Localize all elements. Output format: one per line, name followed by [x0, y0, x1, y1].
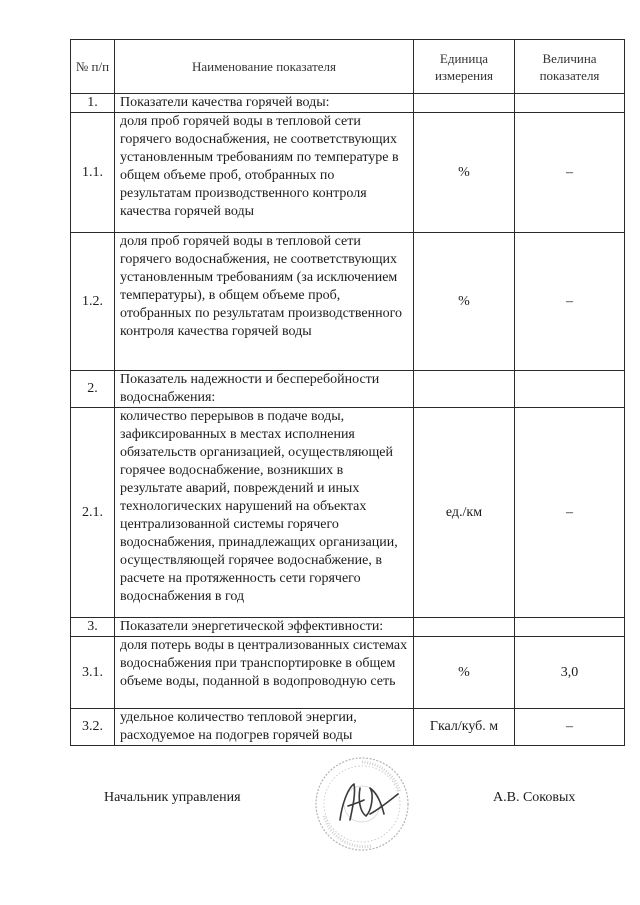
table-row	[71, 233, 625, 371]
table-header-row	[71, 40, 625, 94]
row-value: –	[515, 233, 625, 371]
row-value: –	[515, 408, 625, 618]
row-name: удельное количество тепловой энергии, расходуемое на подогрев горячей воды	[115, 709, 414, 746]
row-num: 1.1.	[71, 113, 115, 233]
row-name: количество перерывов в подаче воды, зафиксированных в местах исполнения обязательств организацией, осуществляющей горячее водоснабжение, возникших в результате аварий, повреждений и иных технологических нарушений на объектах централизованной системы горячего водоснабжения, принадлежащих организации, осуществляющей горячее водоснабжение, в расчете на протяженность сети горячего водоснабжения в год	[115, 408, 414, 618]
table-row	[71, 637, 625, 709]
row-num: 3.1.	[71, 637, 115, 709]
row-value	[515, 94, 625, 113]
table-row	[71, 94, 625, 113]
row-name: Показатели качества горячей воды:	[115, 94, 414, 113]
row-value: –	[515, 113, 625, 233]
row-unit	[414, 94, 515, 113]
row-num: 3.2.	[71, 709, 115, 746]
row-unit	[414, 618, 515, 637]
row-name: доля проб горячей воды в тепловой сети горячего водоснабжения, не соответствующих установленным требованиям (за исключением температуры), в общем объеме проб, отобранных по результатам производственного контроля качества горячей воды	[115, 233, 414, 371]
row-name: Показатели энергетической эффективности:	[115, 618, 414, 637]
row-unit: %	[414, 233, 515, 371]
row-num: 2.	[71, 371, 115, 408]
row-unit: %	[414, 637, 515, 709]
signatory-name: А.В. Соковых	[493, 790, 576, 805]
table-row	[71, 408, 625, 618]
row-unit: Гкал/куб. м	[414, 709, 515, 746]
table-row	[71, 113, 625, 233]
row-num: 2.1.	[71, 408, 115, 618]
row-num: 1.2.	[71, 233, 115, 371]
row-name: доля потерь воды в централизованных системах водоснабжения при транспортировке в общем объеме воды, поданной в водопроводную сеть	[115, 637, 414, 709]
header-name: Наименование показателя	[115, 40, 414, 94]
header-value: Величина показателя	[515, 40, 625, 94]
signature-block	[0, 770, 640, 860]
table-row	[71, 709, 625, 746]
row-value	[515, 618, 625, 637]
row-value: 3,0	[515, 637, 625, 709]
header-unit: Единица измерения	[414, 40, 515, 94]
row-name: доля проб горячей воды в тепловой сети горячего водоснабжения, не соответствующих установленным требованиям по температуре в общем объеме проб, отобранных по результатам производственного контроля качества горячей воды	[115, 113, 414, 233]
row-unit	[414, 371, 515, 408]
row-num: 1.	[71, 94, 115, 113]
row-unit: ед./км	[414, 408, 515, 618]
header-num: № п/п	[71, 40, 115, 94]
indicators-table	[70, 39, 625, 746]
row-name: Показатель надежности и бесперебойности водоснабжения:	[115, 371, 414, 408]
signatory-position: Начальник управления	[104, 790, 241, 805]
official-stamp-with-signature	[312, 754, 412, 854]
table-row	[71, 371, 625, 408]
row-value: –	[515, 709, 625, 746]
table-row	[71, 618, 625, 637]
row-unit: %	[414, 113, 515, 233]
row-num: 3.	[71, 618, 115, 637]
row-value	[515, 371, 625, 408]
